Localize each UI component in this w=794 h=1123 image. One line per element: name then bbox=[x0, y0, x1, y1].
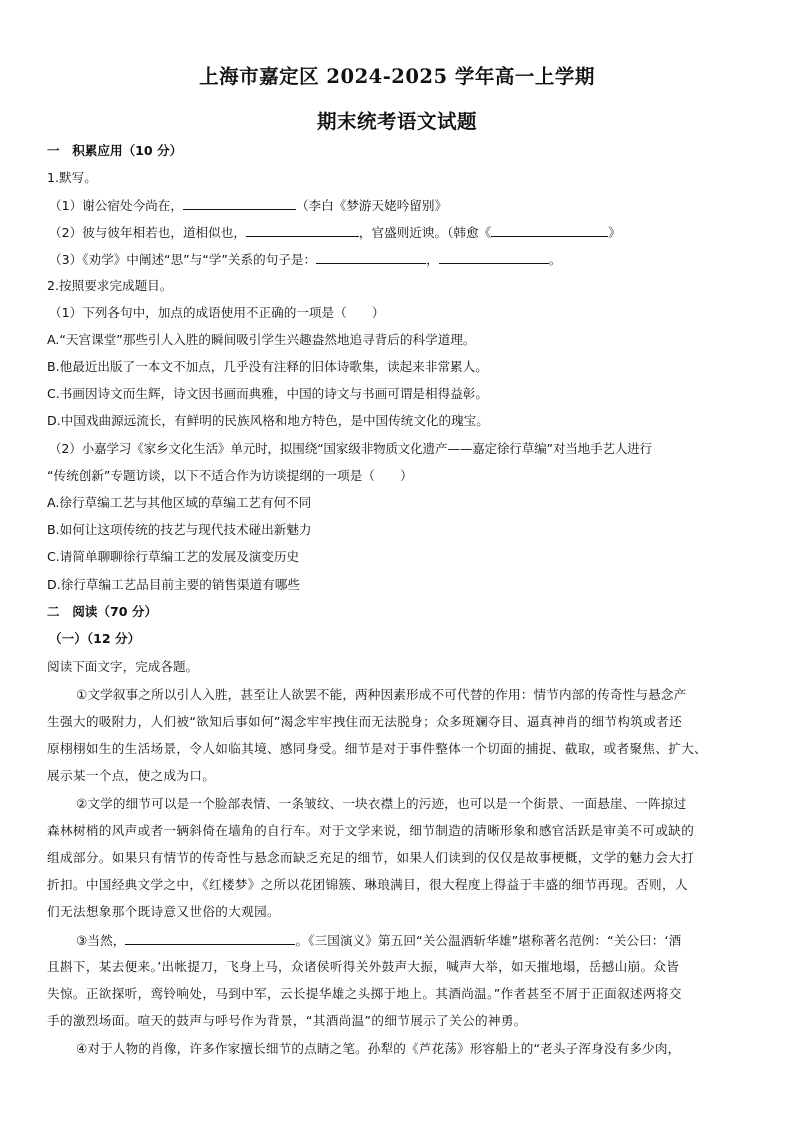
question-2-2-stem-cont: “传统创新”专题访谈，以下不适合作为访谈提纲的一项是（ ） bbox=[47, 468, 413, 483]
reading-part-1-heading: （一）（12 分） bbox=[49, 631, 141, 646]
reading-instruction: 阅读下面文字，完成各题。 bbox=[47, 659, 199, 674]
answer-blank[interactable] bbox=[316, 250, 426, 264]
option-d: D.中国戏曲源远流长，有鲜明的民族风格和地方特色，是中国传统文化的瑰宝。 bbox=[47, 413, 489, 428]
paragraph-3-line: 且斟下，某去便来。’出帐提刀，飞身上马，众诸侯听得关外鼓声大振，喊声大举，如天摧地塌，岳撼山崩。众皆 bbox=[47, 959, 680, 974]
item-3-suffix: 。 bbox=[548, 252, 562, 267]
paragraph-2-line: ②文学的细节可以是一个脸部表情、一条皱纹、一块衣襟上的污迹，也可以是一个街景、一面悬崖、一阵掠过 bbox=[76, 796, 687, 811]
exam-title: 上海市嘉定区 2024-2025 学年高一上学期 bbox=[199, 65, 595, 88]
item-2-suffix: 》 bbox=[608, 225, 621, 240]
paragraph-1-line: ①文学叙事之所以引人入胜，甚至让人欲罢不能，两种因素形成不可代替的作用：情节内部的传奇性与悬念产 bbox=[76, 687, 687, 702]
paragraph-1-line: 生强大的吸附力，人们被“欲知后事如何”渴念牢牢拽住而无法脱身；众多斑斓夺目、逼真神肖的细节构筑或者还 bbox=[47, 714, 683, 729]
paragraph-1-line: 原栩栩如生的生活场景，令人如临其境、感同身受。细节是对于事件整体一个切面的捕捉、截取，或者聚焦、扩大、 bbox=[47, 741, 708, 756]
section-heading-accumulation: 一 积累应用（10 分） bbox=[47, 143, 183, 158]
item-2-prefix: （2）彼与彼年相若也，道相似也， bbox=[49, 225, 246, 240]
option-d: D.徐行草编工艺品目前主要的销售渠道有哪些 bbox=[47, 577, 300, 592]
question-2-1-stem: （1）下列各句中，加点的成语使用不正确的一项是（ ） bbox=[49, 305, 385, 320]
paragraph-3-line: 手的激烈场面。喧天的鼓声与呼号作为背景，“其酒尚温”的细节展示了关公的神勇。 bbox=[47, 1013, 527, 1028]
answer-blank[interactable] bbox=[439, 250, 549, 264]
option-b: B.他最近出版了一本文不加点，几乎没有注释的旧体诗歌集，读起来非常累人。 bbox=[47, 359, 488, 374]
section-heading-reading: 二 阅读（70 分） bbox=[47, 604, 158, 619]
paragraph-3-line: 失惊。正欲探听，鸾铃响处，马到中军，云长提华雄之头掷于地上。其酒尚温。”作者甚至不屑于正面叙述两将交 bbox=[47, 986, 682, 1001]
item-3-middle: ， bbox=[426, 252, 439, 267]
paragraph-3-prefix: ③当然， bbox=[76, 933, 126, 948]
option-a: A.“天宫课堂”那些引人入胜的瞬间吸引学生兴趣盎然地追寻背后的科学道理。 bbox=[47, 332, 476, 347]
item-1-suffix: （李白《梦游天姥吟留别》 bbox=[295, 198, 448, 213]
item-1-prefix: （1）谢公宿处今尚在， bbox=[49, 198, 183, 213]
paragraph-1-line: 展示某一个点，使之成为口。 bbox=[47, 768, 216, 783]
exam-subtitle: 期末统考语文试题 bbox=[316, 110, 477, 133]
option-c: C.请简单聊聊徐行草编工艺的发展及演变历史 bbox=[47, 549, 300, 564]
question-1-label: 1.默写。 bbox=[47, 170, 97, 185]
item-3-prefix: （3）《劝学》中阐述“思”与“学”关系的句子是： bbox=[49, 252, 317, 267]
question-1-item-2 bbox=[49, 223, 759, 242]
question-1-item-3 bbox=[49, 250, 759, 269]
answer-blank[interactable] bbox=[491, 223, 608, 237]
question-1-item-1 bbox=[49, 196, 759, 215]
paragraph-3-continuation: 。《三国演义》第五回“关公温酒斩华雄”堪称著名范例：“关公曰：‘酒 bbox=[295, 933, 682, 948]
answer-blank[interactable] bbox=[246, 223, 359, 237]
question-2-2-stem: （2）小嘉学习《家乡文化生活》单元时，拟围绕“国家级非物质文化遗产——嘉定徐行草编”对当地手艺人进行 bbox=[49, 441, 652, 456]
item-2-middle: ，官盛则近谀。（韩愈《 bbox=[358, 225, 492, 240]
paragraph-2-line: 森林树梢的风声或者一辆斜倚在墙角的自行车。对于文学来说，细节制造的清晰形象和感官活跃是审美不可或缺的 bbox=[47, 823, 695, 838]
paragraph-3-line bbox=[76, 931, 786, 950]
paragraph-2-line: 组成部分。如果只有情节的传奇性与悬念而缺乏充足的细节，如果人们读到的仅仅是故事梗概，文学的魅力会大打 bbox=[47, 850, 695, 865]
paragraph-2-line: 们无法想象那个既诗意又世俗的大观园。 bbox=[47, 904, 280, 919]
answer-blank[interactable] bbox=[183, 196, 296, 210]
answer-blank[interactable] bbox=[125, 931, 295, 945]
option-c: C.书画因诗文而生辉，诗文因书画而典雅，中国的诗文与书画可谓是相得益彰。 bbox=[47, 386, 488, 401]
paragraph-2-line: 折扣。中国经典文学之中，《红楼梦》之所以花团锦簇、琳琅满目，很大程度上得益于丰盛的细节再现。否则，人 bbox=[47, 877, 688, 892]
option-a: A.徐行草编工艺与其他区域的草编工艺有何不同 bbox=[47, 495, 312, 510]
paragraph-4-line: ④对于人物的肖像，许多作家擅长细节的点睛之笔。孙犁的《芦花荡》形容船上的“老头子浑身没有多少肉， bbox=[76, 1041, 681, 1056]
question-2-label: 2.按照要求完成题目。 bbox=[47, 278, 173, 293]
option-b: B.如何让这项传统的技艺与现代技术碰出新魅力 bbox=[47, 522, 312, 537]
